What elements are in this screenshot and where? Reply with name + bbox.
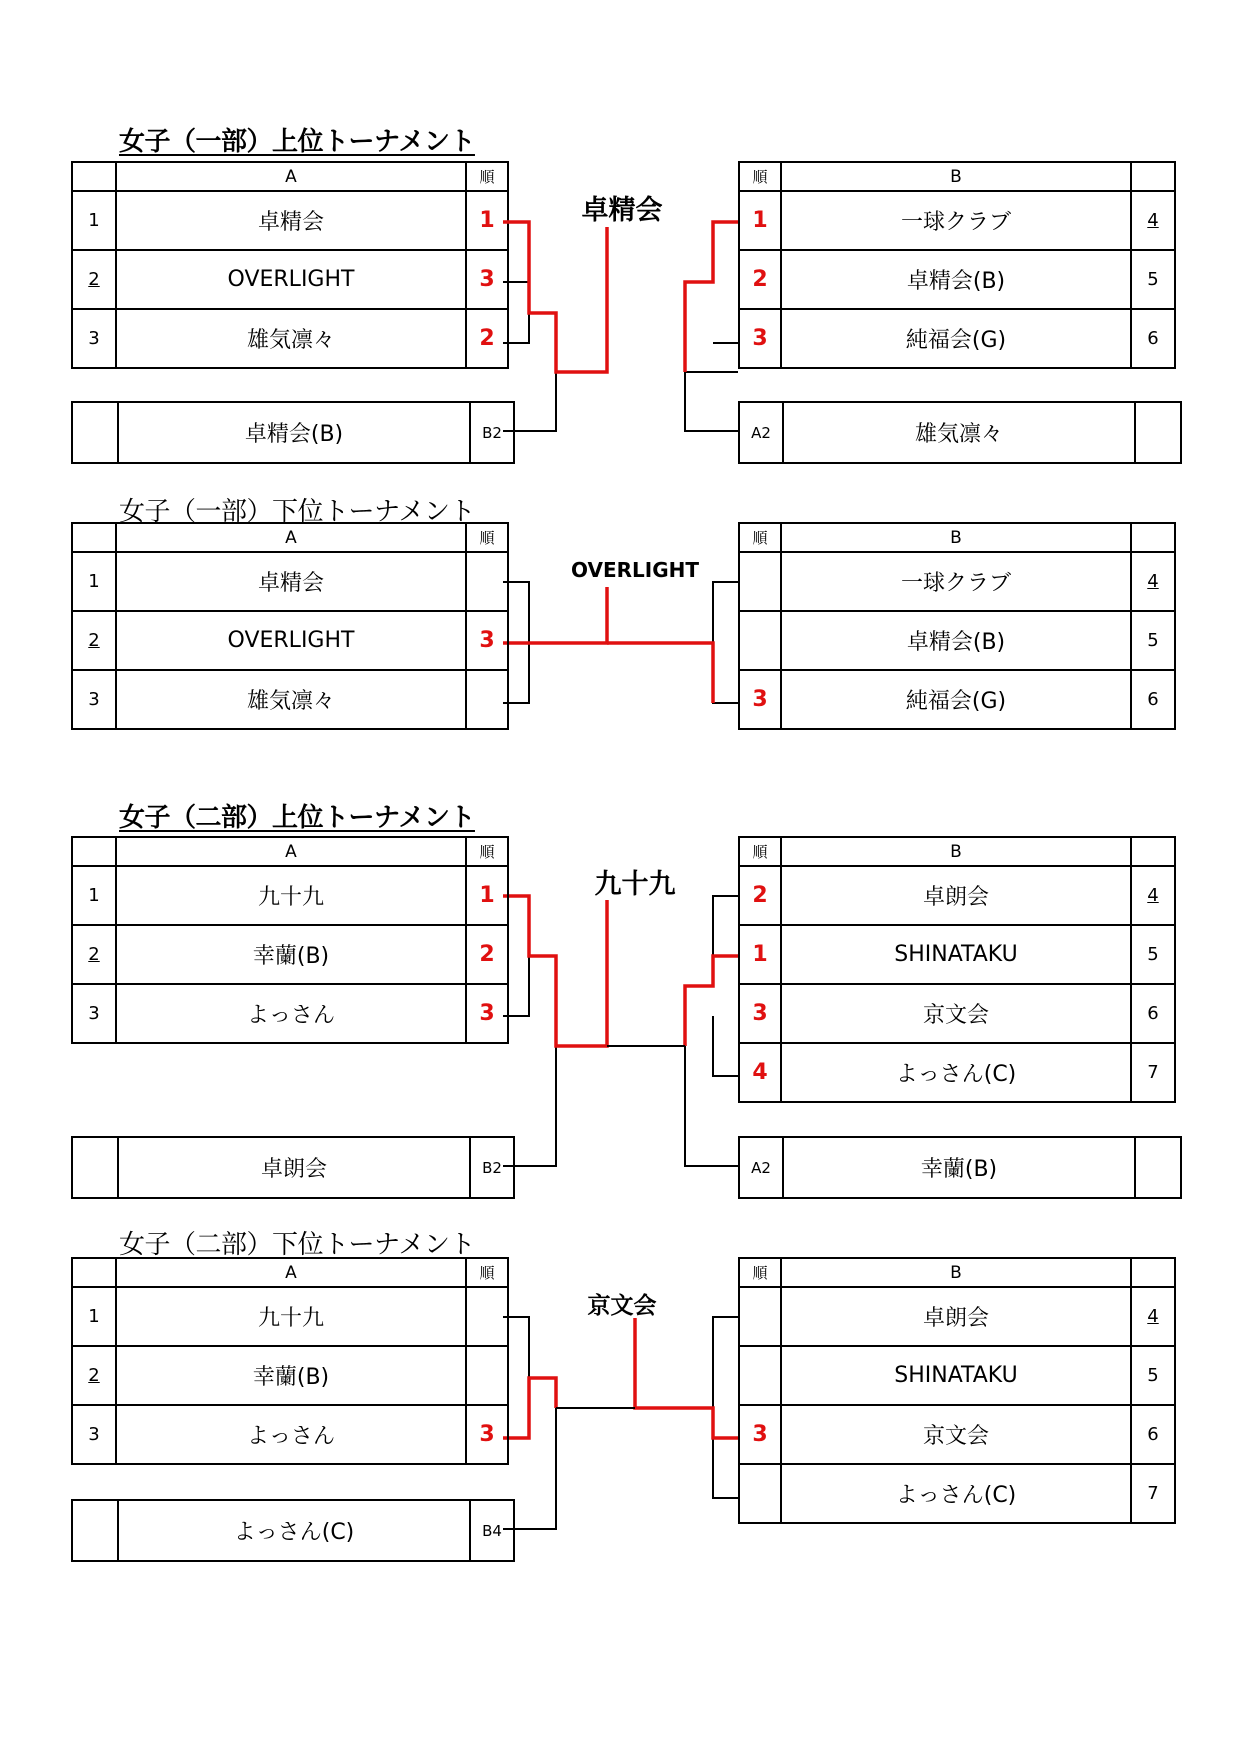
team-number: 6: [1131, 984, 1175, 1043]
team-rank: 1: [739, 925, 781, 984]
table-row: [72, 611, 508, 670]
column-header-rank: 順: [739, 162, 781, 191]
winner-label: OVERLIGHT: [571, 558, 699, 582]
table-row: [739, 611, 1175, 670]
table-row: [739, 1405, 1175, 1464]
group-b-table: [738, 1257, 1176, 1524]
team-rank: [466, 670, 508, 729]
team-number: 3: [72, 670, 116, 729]
team-rank: 3: [739, 1405, 781, 1464]
team-name: SHINATAKU: [781, 925, 1131, 984]
column-header-b: B: [781, 837, 1131, 866]
team-number: 4: [1131, 552, 1175, 611]
column-header-a: A: [116, 523, 466, 552]
team-number: 4: [1131, 191, 1175, 250]
team-number: 3: [72, 1405, 116, 1464]
group-b-table: [738, 522, 1176, 730]
team-rank: 3: [466, 611, 508, 670]
team-name: よっさん(C): [781, 1043, 1131, 1102]
team-name: 卓精会: [116, 552, 466, 611]
team-rank: [466, 1287, 508, 1346]
table-row: [739, 866, 1175, 925]
team-number: 5: [1131, 250, 1175, 309]
table-row: [72, 1346, 508, 1405]
group-a-table: [71, 1257, 509, 1465]
team-number: 7: [1131, 1464, 1175, 1523]
table-row: [72, 925, 508, 984]
column-header-a: A: [116, 1258, 466, 1287]
team-name: 幸蘭(B): [116, 1346, 466, 1405]
seed-tag: A2: [739, 402, 783, 463]
team-rank: [739, 611, 781, 670]
team-rank: [739, 1464, 781, 1523]
seed-box-a: [71, 1499, 515, 1562]
team-name: 京文会: [781, 1405, 1131, 1464]
team-name: 卓朗会: [781, 866, 1131, 925]
table-row: [72, 1287, 508, 1346]
team-name: 京文会: [781, 984, 1131, 1043]
team-rank: 2: [466, 925, 508, 984]
winner-label: 九十九: [594, 869, 676, 900]
seed-box-a: [71, 1136, 515, 1199]
column-header-rank: 順: [466, 837, 508, 866]
team-number: 2: [72, 611, 116, 670]
table-row: [739, 984, 1175, 1043]
team-rank: [466, 552, 508, 611]
column-header-b: B: [781, 523, 1131, 552]
column-header-rank: 順: [466, 162, 508, 191]
team-rank: 3: [739, 984, 781, 1043]
team-number: 1: [72, 1287, 116, 1346]
team-rank: 1: [739, 191, 781, 250]
seed-team-name: 雄気凛々: [783, 402, 1135, 463]
column-header-rank: 順: [739, 523, 781, 552]
team-name: OVERLIGHT: [116, 250, 466, 309]
column-header-rank: 順: [466, 1258, 508, 1287]
column-header-a: A: [116, 837, 466, 866]
team-number: 1: [72, 191, 116, 250]
table-row: [72, 866, 508, 925]
team-name: 純福会(G): [781, 670, 1131, 729]
team-rank: 3: [466, 1405, 508, 1464]
table-row: [739, 1043, 1175, 1102]
group-b-table: [738, 836, 1176, 1103]
section-title: 女子（一部）上位トーナメント: [119, 127, 475, 157]
column-header-b: B: [781, 162, 1131, 191]
column-header-a: A: [116, 162, 466, 191]
team-name: 純福会(G): [781, 309, 1131, 368]
team-name: SHINATAKU: [781, 1346, 1131, 1405]
team-rank: 3: [466, 250, 508, 309]
table-row: [739, 1464, 1175, 1523]
table-row: [72, 984, 508, 1043]
team-rank: [739, 1346, 781, 1405]
group-a-table: [71, 522, 509, 730]
seed-team-name: 卓朗会: [118, 1137, 470, 1198]
team-rank: 3: [739, 670, 781, 729]
team-rank: [739, 1287, 781, 1346]
winner-label: 京文会: [587, 1293, 657, 1319]
team-name: OVERLIGHT: [116, 611, 466, 670]
seed-tag: B4: [470, 1500, 514, 1561]
seed-team-name: 卓精会(B): [118, 402, 470, 463]
column-header-b: B: [781, 1258, 1131, 1287]
team-rank: 3: [739, 309, 781, 368]
team-number: 2: [72, 250, 116, 309]
table-row: [739, 1346, 1175, 1405]
team-name: 雄気凛々: [116, 309, 466, 368]
winner-label: 卓精会: [581, 195, 663, 226]
section-title: 女子（一部）下位トーナメント: [119, 497, 475, 527]
team-number: 4: [1131, 1287, 1175, 1346]
team-number: 4: [1131, 866, 1175, 925]
team-rank: 3: [466, 984, 508, 1043]
table-row: [739, 552, 1175, 611]
seed-team-name: よっさん(C): [118, 1500, 470, 1561]
seed-team-name: 幸蘭(B): [783, 1137, 1135, 1198]
table-row: [72, 552, 508, 611]
team-name: 雄気凛々: [116, 670, 466, 729]
seed-tag: A2: [739, 1137, 783, 1198]
table-row: [72, 1405, 508, 1464]
team-name: 卓精会(B): [781, 611, 1131, 670]
team-number: 3: [72, 984, 116, 1043]
team-number: 6: [1131, 1405, 1175, 1464]
seed-tag: B2: [470, 402, 514, 463]
team-rank: 2: [739, 250, 781, 309]
team-number: 6: [1131, 309, 1175, 368]
column-header-rank: 順: [739, 837, 781, 866]
team-name: よっさん(C): [781, 1464, 1131, 1523]
table-row: [739, 670, 1175, 729]
team-name: 一球クラブ: [781, 191, 1131, 250]
team-name: 卓精会: [116, 191, 466, 250]
seed-tag: B2: [470, 1137, 514, 1198]
team-name: 一球クラブ: [781, 552, 1131, 611]
table-row: [739, 1287, 1175, 1346]
team-rank: 2: [466, 309, 508, 368]
team-name: 九十九: [116, 1287, 466, 1346]
seed-box-b: [738, 1136, 1182, 1199]
table-row: [739, 925, 1175, 984]
team-name: 九十九: [116, 866, 466, 925]
team-number: 5: [1131, 925, 1175, 984]
team-rank: [739, 552, 781, 611]
team-rank: 4: [739, 1043, 781, 1102]
team-name: 卓精会(B): [781, 250, 1131, 309]
team-rank: 1: [466, 191, 508, 250]
column-header-rank: 順: [466, 523, 508, 552]
section-title: 女子（二部）下位トーナメント: [119, 1230, 475, 1260]
team-number: 6: [1131, 670, 1175, 729]
team-number: 1: [72, 866, 116, 925]
team-number: 1: [72, 552, 116, 611]
column-header-rank: 順: [739, 1258, 781, 1287]
team-number: 5: [1131, 611, 1175, 670]
team-name: 卓朗会: [781, 1287, 1131, 1346]
team-number: 3: [72, 309, 116, 368]
team-number: 2: [72, 925, 116, 984]
team-number: 2: [72, 1346, 116, 1405]
team-rank: 1: [466, 866, 508, 925]
team-rank: [466, 1346, 508, 1405]
team-rank: 2: [739, 866, 781, 925]
team-name: よっさん: [116, 1405, 466, 1464]
table-row: [72, 670, 508, 729]
team-name: よっさん: [116, 984, 466, 1043]
group-a-table: [71, 836, 509, 1044]
team-number: 5: [1131, 1346, 1175, 1405]
section-title: 女子（二部）上位トーナメント: [119, 803, 475, 833]
team-number: 7: [1131, 1043, 1175, 1102]
team-name: 幸蘭(B): [116, 925, 466, 984]
